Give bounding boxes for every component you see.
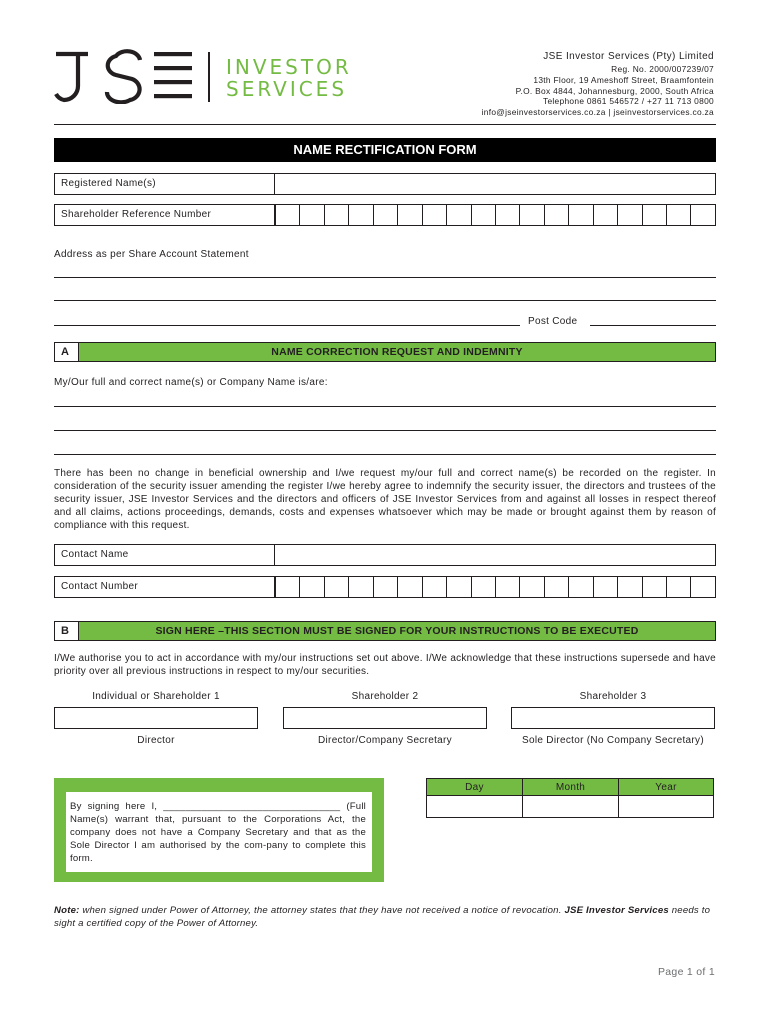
signatory-2-label: Shareholder 2 [351, 691, 419, 702]
phone-cell[interactable] [569, 576, 593, 598]
contact-number-input[interactable] [275, 576, 716, 598]
ref-cell[interactable] [691, 204, 715, 226]
post-code-input[interactable] [590, 325, 716, 326]
ref-cell[interactable] [374, 204, 398, 226]
note-label: Note: [54, 905, 80, 916]
contact-number-label: Contact Number [54, 576, 275, 598]
correct-name-line-1[interactable] [54, 406, 716, 407]
phone-cell[interactable] [618, 576, 642, 598]
company-contact: info@jseinvestorservices.co.za | jseinvestorservices.co.za [481, 107, 714, 118]
registered-names-label: Registered Name(s) [54, 173, 275, 195]
company-info [482, 50, 714, 118]
contact-name-input[interactable] [275, 544, 716, 566]
date-year-input[interactable] [619, 796, 713, 817]
ref-cell[interactable] [618, 204, 642, 226]
address-line-2[interactable] [54, 300, 716, 301]
ref-cell[interactable] [423, 204, 447, 226]
post-code-label: Post Code [528, 316, 578, 327]
signatory-3-role: Sole Director (No Company Secretary) [522, 735, 704, 746]
shareholder-ref-row [54, 204, 716, 226]
note-text-1: when signed under Power of Attorney, the attorney states that they have not received a notice of revocation. [79, 905, 565, 916]
contact-name-row [54, 544, 716, 566]
phone-cell[interactable] [545, 576, 569, 598]
section-a-title: NAME CORRECTION REQUEST AND INDEMNITY [271, 346, 523, 358]
address-line-1[interactable] [54, 277, 716, 278]
contact-name-label: Contact Name [54, 544, 275, 566]
note-text-2: needs to sight a certified copy of the Power of Attorney. [54, 905, 711, 929]
ref-cell[interactable] [545, 204, 569, 226]
ref-cell[interactable] [349, 204, 373, 226]
section-a-header [54, 342, 716, 362]
ref-cell[interactable] [496, 204, 520, 226]
address-label: Address as per Share Account Statement [54, 249, 249, 260]
section-b-letter: B [55, 622, 79, 640]
header-rule [54, 124, 716, 125]
logo-line-investor: INVESTOR [226, 55, 352, 79]
ref-cell[interactable] [275, 204, 300, 226]
phone-cell[interactable] [594, 576, 618, 598]
company-address-2: P.O. Box 4844, Johannesburg, 2000, South Africa [515, 85, 714, 96]
ref-cell[interactable] [472, 204, 496, 226]
phone-cell[interactable] [374, 576, 398, 598]
section-b-header [54, 621, 716, 641]
logo-wordmark [226, 56, 352, 100]
ref-cell[interactable] [325, 204, 349, 226]
phone-cell[interactable] [520, 576, 544, 598]
date-head-month: Month [523, 779, 619, 796]
note-brand: JSE Investor Services [564, 905, 669, 916]
power-of-attorney-note [54, 904, 716, 930]
phone-cell[interactable] [349, 576, 373, 598]
section-b-title: SIGN HERE –THIS SECTION MUST BE SIGNED FOR YOUR INSTRUCTIONS TO BE EXECUTED [155, 625, 639, 637]
ref-cell[interactable] [520, 204, 544, 226]
shareholder-ref-input[interactable] [275, 204, 716, 226]
phone-cell[interactable] [398, 576, 422, 598]
registered-names-row [54, 173, 716, 195]
jse-logo [54, 48, 194, 104]
phone-cell[interactable] [496, 576, 520, 598]
correct-name-line-2[interactable] [54, 430, 716, 431]
ref-cell[interactable] [398, 204, 422, 226]
ref-cell[interactable] [643, 204, 667, 226]
form-title: NAME RECTIFICATION FORM [54, 138, 716, 162]
ref-cell[interactable] [667, 204, 691, 226]
address-line-3[interactable] [54, 325, 520, 326]
signature-box-1[interactable] [54, 707, 258, 729]
correct-name-line-3[interactable] [54, 454, 716, 455]
company-address-1: 13th Floor, 19 Ameshoff Street, Braamfontein [533, 74, 714, 85]
section-a-letter: A [55, 343, 79, 361]
ref-cell[interactable] [447, 204, 471, 226]
date-table [426, 778, 714, 818]
logo-divider [208, 52, 210, 102]
shareholder-ref-label: Shareholder Reference Number [54, 204, 275, 226]
ref-cell[interactable] [569, 204, 593, 226]
registered-names-input[interactable] [275, 173, 716, 195]
date-head-day: Day [427, 779, 523, 796]
logo-line-services: SERVICES [226, 77, 348, 101]
date-head-year: Year [619, 779, 713, 796]
ref-cell[interactable] [594, 204, 618, 226]
warranty-text: By signing here I, ________________________________ (Full Name(s) warrant that, pursuant to the Corporations Act, the company does not have a Company Secretary and that as the Sole Director I am authorised by the com-pany to complete this form. [66, 792, 372, 872]
phone-cell[interactable] [447, 576, 471, 598]
signature-box-2[interactable] [283, 707, 487, 729]
phone-cell[interactable] [643, 576, 667, 598]
indemnity-text: There has been no change in beneficial ownership and I/we request my/our full and correct name(s) be recorded on the register. In consideration of the security issuer amending the register I/we hereby agree to indemnify the security issuer, the directors and trustees of the security issuer, JSE Investor Services and the directors and officers of JSE Investor Services from and against all losses in respect thereof and all claims, actions proceedings, demands, costs and expenses whatsoever which may be made or brought against them by reason of compliance with this request. [54, 468, 716, 531]
phone-cell[interactable] [275, 576, 300, 598]
date-month-input[interactable] [523, 796, 619, 817]
phone-cell[interactable] [472, 576, 496, 598]
phone-cell[interactable] [667, 576, 691, 598]
authorise-text: I/We authorise you to act in accordance with my/our instructions set out above. I/We acknowledge that these instructions supersede and have priority over all previous instructions in respect to my/our securities. [54, 653, 716, 677]
phone-cell[interactable] [423, 576, 447, 598]
phone-cell[interactable] [300, 576, 324, 598]
page-number: Page 1 of 1 [657, 966, 715, 978]
ref-cell[interactable] [300, 204, 324, 226]
phone-cell[interactable] [691, 576, 715, 598]
names-prompt: My/Our full and correct name(s) or Company Name is/are: [54, 377, 328, 388]
company-name: JSE Investor Services (Pty) Limited [543, 51, 714, 62]
date-day-input[interactable] [427, 796, 523, 817]
sole-director-warranty-box [54, 778, 384, 882]
signatory-1-label: Individual or Shareholder 1 [92, 691, 220, 702]
signature-box-3[interactable] [511, 707, 715, 729]
company-telephone: Telephone 0861 546572 / +27 11 713 0800 [542, 96, 714, 107]
company-reg: Reg. No. 2000/007239/07 [611, 64, 714, 74]
signatory-2-role: Director/Company Secretary [318, 735, 452, 746]
signatory-1-role: Director [137, 735, 175, 746]
phone-cell[interactable] [325, 576, 349, 598]
contact-number-row [54, 576, 716, 598]
signatory-3-label: Shareholder 3 [579, 691, 647, 702]
